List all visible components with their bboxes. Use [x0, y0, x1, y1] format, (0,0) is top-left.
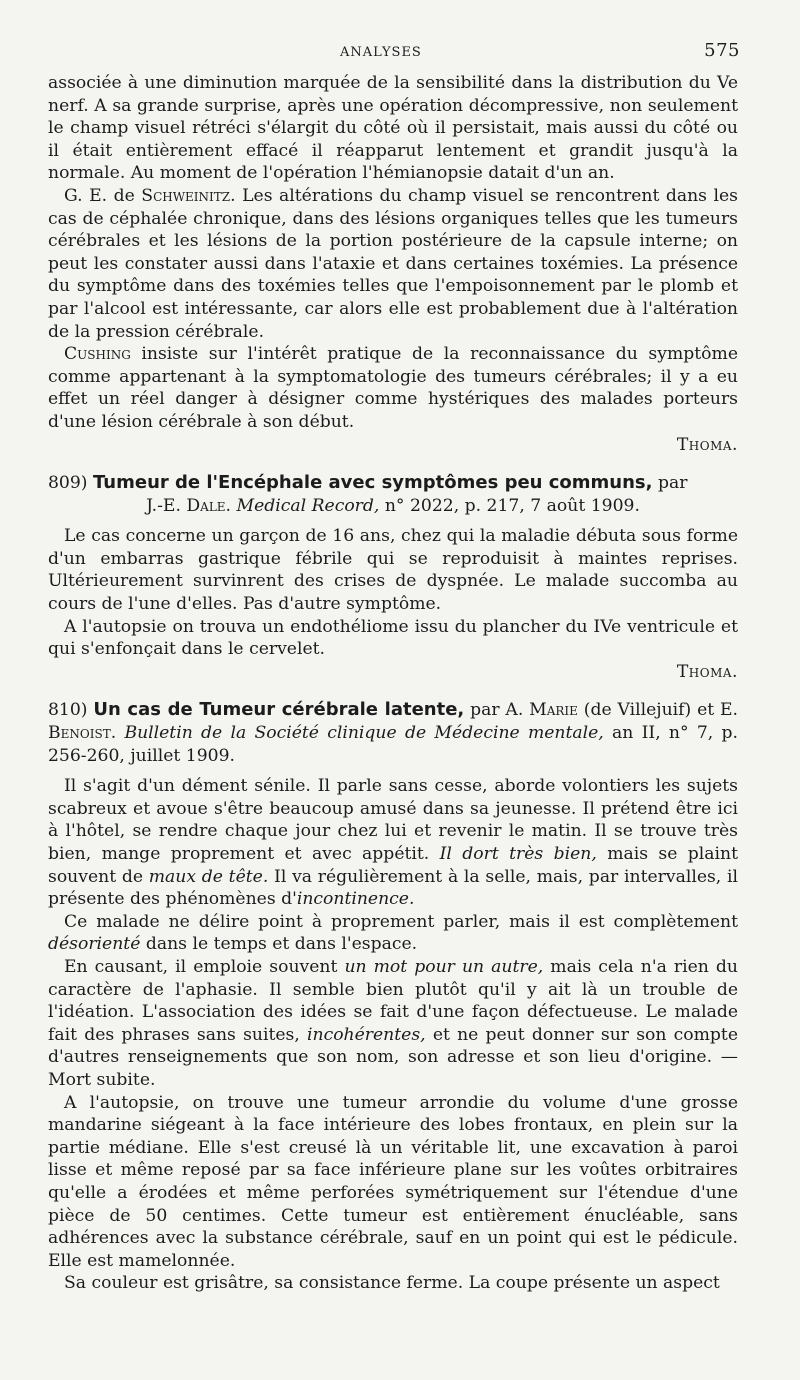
paragraph: [48, 956, 738, 1092]
text-run: par: [652, 473, 688, 494]
paragraph: A l'autopsie, on trouve une tumeur arrondie du volume d'une grosse mandarine siégeant à la face intérieure des lobes frontaux, en plein sur la partie médiane. Elle s'est creusé là un véritable lit, une excavation à paroi lisse et même reposé par sa face inférieure plane sur les voûtes orbitraires qu'elle a érodées et même perforées symétriquement sur l'étendue d'une pièce de 50 centimes. Cette tumeur est entièrement énucléable, sans adhérences avec la substance cérébrale, sauf en un point qui est le pédicule. Elle est mamelonnée.: [48, 1092, 738, 1271]
abstract-entry-810: [48, 699, 738, 1294]
text-run: par: [464, 700, 506, 721]
entry-number: 809): [48, 473, 88, 494]
citation: an II, n° 7, p. 256-260, juillet 1909.: [48, 723, 738, 766]
entry-heading: [48, 472, 738, 495]
header-title: ANALYSES: [340, 45, 422, 60]
article-body: [48, 72, 738, 1295]
running-header: [340, 40, 740, 61]
text-run: (de Villejuif) et: [577, 700, 720, 721]
text-run: Ce malade ne délire point à proprement parler, mais il est complètement: [64, 911, 738, 932]
paragraph: Sa couleur est grisâtre, sa consistance ferme. La coupe présente un aspect: [64, 1273, 720, 1294]
signature: Thoma.: [676, 661, 738, 682]
entry-title: Tumeur de l'Encéphale avec symptômes peu communs,: [92, 472, 653, 494]
text-run: Il va régulièrement à la selle, mais, par intervalles, il présente des phénomènes d': [48, 866, 739, 910]
signature: Thoma.: [676, 434, 738, 455]
paragraph: [48, 911, 738, 956]
text-run: mais se plaint souvent de: [48, 844, 739, 887]
emphasis: désorienté: [48, 934, 141, 955]
text-run: dans le temps et dans l'espace.: [140, 934, 418, 955]
emphasis: incontinence.: [296, 889, 415, 910]
author-name: Schweinitz: [141, 185, 231, 206]
emphasis: Il dort très bien,: [439, 844, 597, 864]
text-run: En causant, il emploie souvent: [64, 956, 345, 977]
journal-name: Bulletin de la Société clinique de Médecine mentale,: [124, 723, 604, 744]
page-number: 575: [704, 40, 740, 61]
paragraph: A l'autopsie on trouva un endothéliome issu du plancher du IVe ventricule et qui s'enfonçait dans le cervelet.: [48, 616, 738, 660]
paragraph: [48, 343, 738, 433]
emphasis: incohérentes,: [307, 1024, 426, 1045]
emphasis: un mot pour un autre,: [344, 956, 544, 977]
paragraph: [48, 185, 738, 343]
journal-name: Medical Record,: [236, 495, 380, 516]
entry-title: Un cas de Tumeur cérébrale latente,: [93, 699, 465, 721]
emphasis: maux de tête.: [148, 866, 269, 887]
text-run: G. E. de: [64, 185, 142, 206]
entry-number: 810): [48, 700, 88, 721]
entry-heading: [48, 699, 738, 767]
paragraph: [48, 775, 738, 911]
abstract-entry-809: [48, 472, 738, 683]
text-run: et ne peut donner sur son compte d'autres renseignements que son nom, son adresse et son lieu d'origine. — Mort subite.: [48, 1024, 738, 1090]
author-name: A. Marie: [505, 700, 578, 721]
text-run: insiste sur l'intérêt pratique de la reconnaissance du symptôme comme appartenant à la symptomatologie des tumeurs cérébrales; il y a eu effet un réel danger à désigner comme hystériques des malades porteurs d'une lésion cérébrale à son début.: [48, 344, 738, 432]
citation: n° 2022, p. 217, 7 août 1909.: [379, 495, 640, 516]
paragraph: associée à une diminution marquée de la sensibilité dans la distribution du Ve nerf. A sa grande surprise, après une opération décompressive, non seulement le champ visuel rétréci s'élargit du côté où il persistait, mais aussi du côté ou il était entièrement effacé il réapparut lentement et grandit jusqu'à la normale. Au moment de l'opération l'hémianopsie datait d'un an.: [48, 73, 738, 184]
entry-reference: [48, 495, 738, 518]
author-name: E. Benoist.: [48, 700, 739, 744]
author-name: Cushing: [64, 344, 131, 365]
text-run: . Les altérations du champ visuel se rencontrent dans les cas de céphalée chronique, dans des lésions organiques telles que les tumeurs cérébrales et les lésions de la portion postérieure de la capsule interne; on peut les constater aussi dans l'ataxie et dans certaines toxémies. La présence du symptôme dans des toxémies telles que l'empoisonnement par le plomb et par l'alcool est intéressante, car alors elle est probablement due à l'altération de la pression cérébrale.: [48, 185, 738, 342]
text-run: Il s'agit d'un dément sénile. Il parle sans cesse, aborde volontiers les sujets scabreux et avoue s'être beaucoup amusé dans sa jeunesse. Il prétend être ici à l'hôtel, se rendre chaque jour chez lui et revenir le matin. Il se trouve très bien, mange proprement et avec appétit.: [48, 776, 738, 864]
paragraph: Le cas concerne un garçon de 16 ans, chez qui la maladie débuta sous forme d'un embarras gastrique fébrile qui se reproduisit à maintes reprises. Ultérieurement survinrent des crises de dyspnée. Le malade succomba au cours de l'une d'elles. Pas d'autre symptôme.: [48, 526, 738, 615]
text-run: mais cela n'a rien du caractère de l'aphasie. Il semble bien plutôt qu'il y ait là un trouble de l'idéation. L'association des idées se fait d'une façon défectueuse. Le malade fait des phrases sans suites,: [48, 956, 738, 1045]
author-name: J.-E. Dale.: [146, 495, 232, 516]
